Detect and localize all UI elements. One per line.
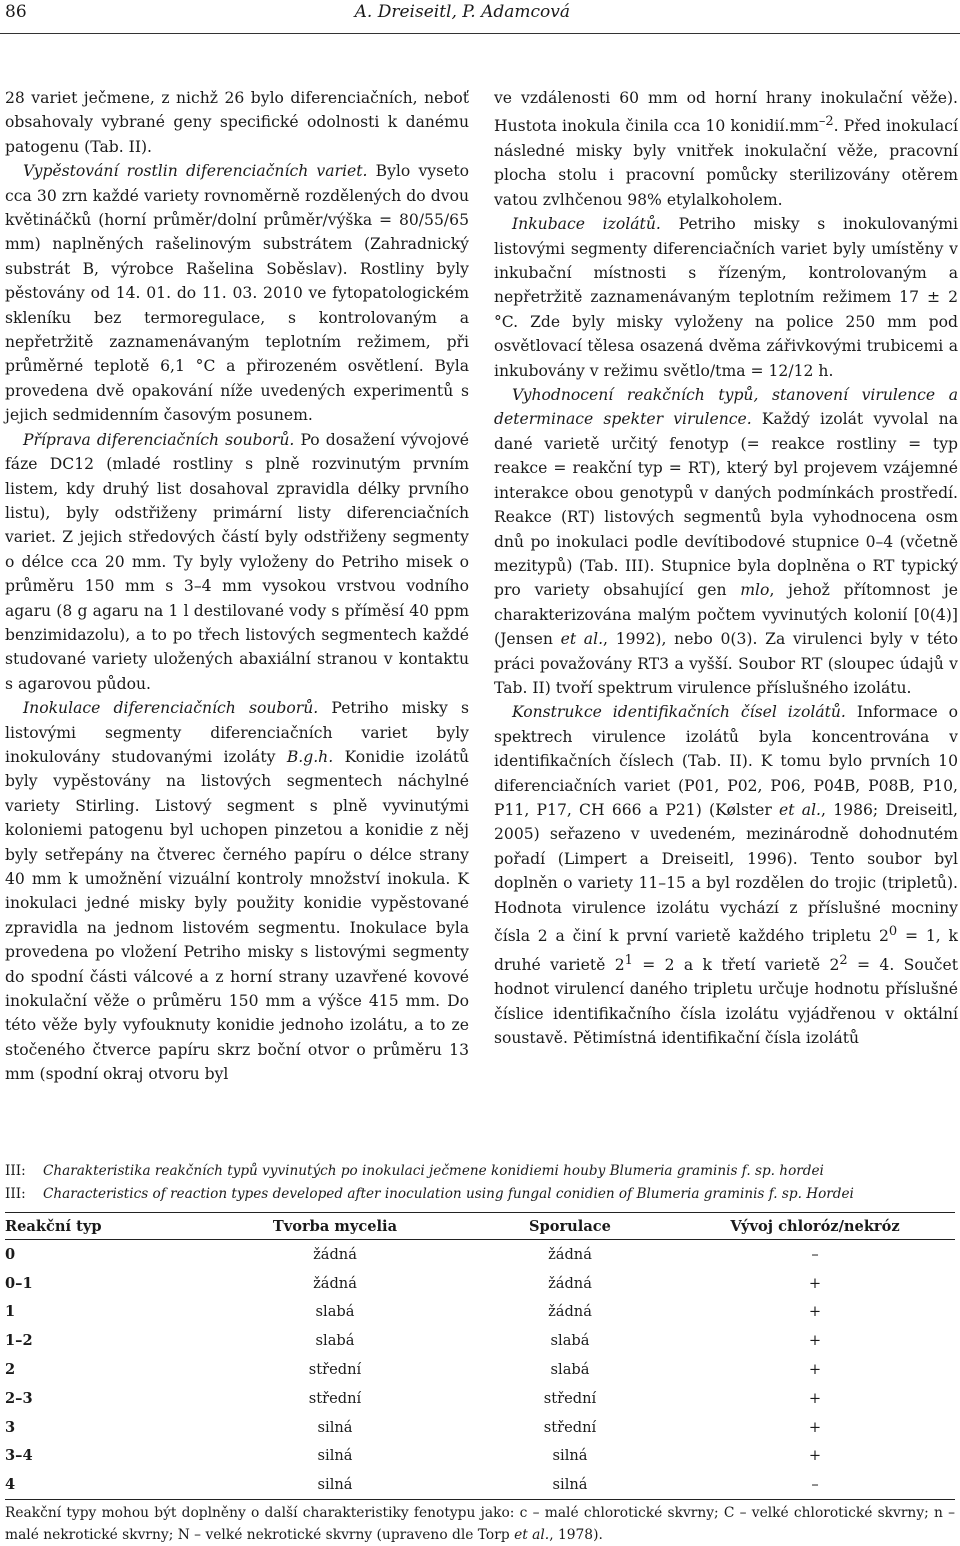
section-heading: Inkubace izolátů. — [512, 215, 661, 234]
table-cell: střední — [308, 1361, 362, 1379]
table-cell: 4 — [5, 1470, 205, 1499]
table-cell: žádná — [548, 1274, 592, 1292]
table-cell: žádná — [548, 1303, 592, 1321]
species-abbrev: B.g.h. — [286, 747, 334, 766]
table-row — [5, 1442, 955, 1471]
table-cell: žádná — [548, 1245, 592, 1263]
superscript: 1 — [624, 952, 633, 968]
reaction-type-table — [5, 1212, 955, 1500]
table-cell: žádná — [313, 1274, 357, 1292]
column-header: Tvorba mycelia — [205, 1213, 465, 1240]
table-cell: silná — [317, 1418, 353, 1436]
table-cell: 3 — [5, 1418, 16, 1436]
section-heading: Příprava diferenciačních souborů. — [23, 430, 295, 449]
paragraph-text: Petriho misky s inokulovanými listovými segmenty diferenciačních variet byly umístěny v inkubační místnosti s řízeným, kontrolovaným a nepřetržitě zaznamenávaným teplotním režimem 17 ± 2 °C. Zde byly misky vyloženy na police 250 mm pod osvětlovací tělesa osazená dvěma zářivkovými trubicemi a inkubovány v režimu světlo/tma = 12/12 h. — [494, 215, 958, 380]
et-al: et al. — [514, 1526, 550, 1543]
section-heading: Vyhodnocení reakčních typů, stanovení virulence a determinace spekter virulence. — [494, 386, 958, 429]
table-cell: + — [808, 1389, 822, 1407]
paragraph-text: , jehož přítomnost je charakterizována malým počtem vyvinutých kolonií [0(4)] (Jensen — [494, 581, 959, 649]
table-cell: 3–4 — [5, 1447, 33, 1465]
superscript: –2 — [818, 114, 834, 130]
paragraph-text: , 1992), nebo 0(3). Za virulenci byly v této práci považovány RT3 a vyšší. Soubor RT (sloupec údajů v Tab. II) tvoří spektrum virulence příslušného izolátu. — [494, 630, 958, 697]
table-cell: 1 — [5, 1303, 16, 1321]
table-cell: slabá — [315, 1332, 355, 1350]
paragraph — [5, 86, 469, 159]
paragraph-text: Konidie izolátů byly vypěstovány na listových segmentech náchylné variety Stirling. Listový segment s plně vyvinutými koloniemi patogenu byl uchopen pinzetou a konidie z něj byly setřepány na čtverec černého papíru o délce strany 40 mm k umožnění vizuální kontroly množství inokula. K inokulaci jedné misky byly použity konidie vypěstované zpravidla na jednom listovém segmentu. Inokulace byla provedena po vložení Petriho misky s listovými segmenty do spodní části válcové a z horní strany uzavřené kovové inokulační věže o průměru 150 mm a výšce 415 mm. Do této věže byly vyfouknuty konidie jednoho izolátu, a to ze stočeného čtverce papíru skrz boční otvor o průměru 13 mm (spodní okraj otvoru byl — [5, 747, 469, 1084]
paragraph-text: = 2 a k třetí varietě 2 — [632, 955, 840, 974]
paragraph-text: 28 variet ječmene, z nichž 26 bylo diferenciačních, neboť obsahovaly vybrané geny specifické odolnosti k danému patogenu (Tab. II). — [5, 89, 469, 156]
table-cell: + — [808, 1418, 822, 1436]
paragraph — [5, 696, 469, 1087]
table-cell: žádná — [313, 1245, 357, 1263]
table-cell: + — [808, 1447, 822, 1465]
table-cell: silná — [317, 1447, 353, 1465]
superscript: 2 — [839, 952, 848, 968]
table-footnote — [5, 1503, 955, 1546]
page-number: 86 — [5, 2, 27, 22]
footnote-text: , 1978). — [549, 1526, 603, 1543]
et-al: et al. — [560, 630, 604, 649]
paragraph — [494, 700, 958, 1050]
caption-label: III: — [5, 1163, 26, 1179]
paragraph-text: , 1986; Dreiseitl, 2005) seřazeno v uvedeném, mezinárodně dohodnutém pořadí (Limpert a Dreiseitl, 1996). Tento soubor byl doplněn o variety 11–15 a byl rozdělen do trojic (tripletů). Hodnota virulence izolátu vychází z příslušné mocniny čísla 2 a činí k první varietě každého tripletu 2 — [494, 800, 959, 946]
paragraph — [494, 212, 958, 383]
et-al: et al. — [779, 800, 822, 819]
table-cell: silná — [205, 1470, 465, 1499]
table-cell: 0 — [5, 1245, 16, 1263]
running-head: A. Dreiseitl, P. Adamcová — [354, 2, 570, 22]
table-cell: silná — [552, 1447, 588, 1465]
paragraph — [494, 383, 958, 700]
caption-text: Charakteristika reakčních typů vyvinutých po inokulaci ječmene konidiemi houby Blumeria graminis f. sp. hordei — [43, 1163, 824, 1179]
paragraph — [5, 159, 469, 427]
table-row — [5, 1470, 955, 1499]
table-cell: střední — [543, 1418, 597, 1436]
table-cell: 1–2 — [5, 1332, 33, 1350]
caption-label: III: — [5, 1186, 26, 1202]
section-heading: Inokulace diferenciačních souborů. — [23, 699, 319, 718]
table-row — [5, 1269, 955, 1298]
table-cell: 2 — [5, 1361, 16, 1379]
table-cell: 2–3 — [5, 1389, 33, 1407]
table-cell: + — [808, 1303, 822, 1321]
header-rule — [0, 33, 960, 34]
table-row — [5, 1298, 955, 1327]
table-cell: + — [808, 1332, 822, 1350]
column-header: Sporulace — [465, 1213, 675, 1240]
table-cell: + — [808, 1274, 822, 1292]
gene-name: mlo — [740, 581, 770, 600]
paragraph-text: Informace o spektrech virulence izolátů byla koncentrována v identifikačních číslech (Tab. II). K tomu bylo prvních 10 diferenciačních variet (P01, P02, P06, P04B, P08B, P10, P11, P17, CH 666 a P21) (Kølster — [494, 703, 958, 819]
caption-cz — [5, 1160, 955, 1183]
table-cell: – — [675, 1470, 955, 1499]
paragraph-text: = 1, k druhé varietě 2 — [494, 927, 958, 974]
table-cell: – — [811, 1245, 819, 1263]
paragraph-text: Po dosažení vývojové fáze DC12 (mladé rostliny s plně rozvinutým prvním listem, kdy druhý list dosahoval zpravidla délky prvního listu), byly odstřiženy primární listy diferenciačních variet. Z jejich středových částí byly odstřiženy segmenty o délce cca 20 mm. Ty byly vyloženy do Petriho misek o průměru 150 mm s 3–4 mm vysokou vrstvou vodního agaru (8 g agaru na 1 l destilované vody s příměsí 40 ppm benzimidazolu), a to po třech listových segmentech každé studované variety uložených abaxiální stranou v kontaktu s agarovou půdou. — [5, 430, 470, 693]
paragraph-text: Bylo vyseto cca 30 zrn každé variety rovnoměrně rozdělených do dvou květináčků (horní průměr/dolní průměr/výška = 80/55/65 mm) naplněných rašelinovým substrátem (Zahradnický substrát B, výrobce Rašelina Soběslav). Rostliny byly pěstovány od 14. 01. do 11. 03. 2010 ve fytopatologickém skleníku bez termoregulace, s kontrolovaným a nepřetržitě zaznamenávaným teplotním režimem, při průměrné teplotě 6,1 °C a přirozeném osvětlení. Byla provedena dvě opakování níže uvedených experimentů s jejich sedmidenním časovým posunem. — [5, 162, 469, 425]
paragraph — [5, 428, 469, 696]
paragraph-text: . Před inokulací následné misky byly vnitřek inokulační věže, pracovní plocha stolu i pracovní pomůcky sterilizovány otěrem vatou zvlhčenou 98% etylalkoholem. — [494, 117, 958, 209]
section-heading: Vypěstování rostlin diferenciačních variet. — [23, 162, 368, 181]
caption-en — [5, 1183, 955, 1206]
table-caption — [5, 1160, 955, 1206]
table-cell: + — [808, 1361, 822, 1379]
left-column — [5, 86, 469, 1087]
table-row — [5, 1413, 955, 1442]
paragraph-text: ve vzdálenosti 60 mm od horní hrany inokulační věže). Hustota inokula činila cca 10 konidií.mm — [494, 89, 958, 136]
section-heading: Konstrukce identifikačních čísel izolátů. — [512, 703, 846, 722]
table-cell: silná — [465, 1470, 675, 1499]
caption-text: Characteristics of reaction types developed after inoculation using fungal conidien of Blumeria graminis f. sp. Hordei — [43, 1186, 854, 1202]
table-cell: slabá — [550, 1361, 590, 1379]
table-row — [5, 1355, 955, 1384]
column-header: Vývoj chloróz/nekróz — [675, 1213, 955, 1240]
table-header-row — [5, 1213, 955, 1240]
page-header — [0, 0, 960, 30]
column-header: Reakční typ — [5, 1213, 205, 1240]
footnote-text: Reakční typy mohou být doplněny o další charakteristiky fenotypu jako: c – malé chlorotické skvrny; C – velké chlorotické skvrny; n – malé nekrotické skvrny; N – velké nekrotické skvrny (upraveno dle Torp — [5, 1505, 955, 1543]
table-row — [5, 1240, 955, 1269]
paragraph-text: = 4. Součet hodnot virulencí daného tripletu určuje hodnotu příslušné číslice identifikačního čísla izolátu vyjádřenou v oktální soustavě. Pětimístná identifikační čísla izolátů — [494, 955, 958, 1047]
superscript: 0 — [888, 924, 898, 939]
table-row — [5, 1326, 955, 1355]
right-column — [494, 86, 958, 1050]
table-cell: střední — [308, 1389, 362, 1407]
table-cell: slabá — [550, 1332, 590, 1350]
table-row — [5, 1384, 955, 1413]
paragraph — [494, 86, 958, 212]
paragraph-text: Každý izolát vyvolal na dané varietě určitý fenotyp (= reakce rostliny = typ reakce = reakční typ = RT), který byl projevem vzájemné interakce obou genotypů v daných podmínkách prostředí. Reakce (RT) listových segmentů byla vyhodnocena osm dnů po inokulaci podle devítibodové stupnice 0–4 (včetně mezitypů) (Tab. III). Stupnice byla doplněna o RT typický pro variety obsahující gen — [494, 410, 958, 600]
table-cell: střední — [543, 1389, 597, 1407]
paragraph-text: Petriho misky s listovými segmenty diferenciačních variet byly inokulovány studovanými izoláty — [5, 699, 469, 766]
table-cell: slabá — [315, 1303, 355, 1321]
table-cell: 0–1 — [5, 1274, 33, 1292]
